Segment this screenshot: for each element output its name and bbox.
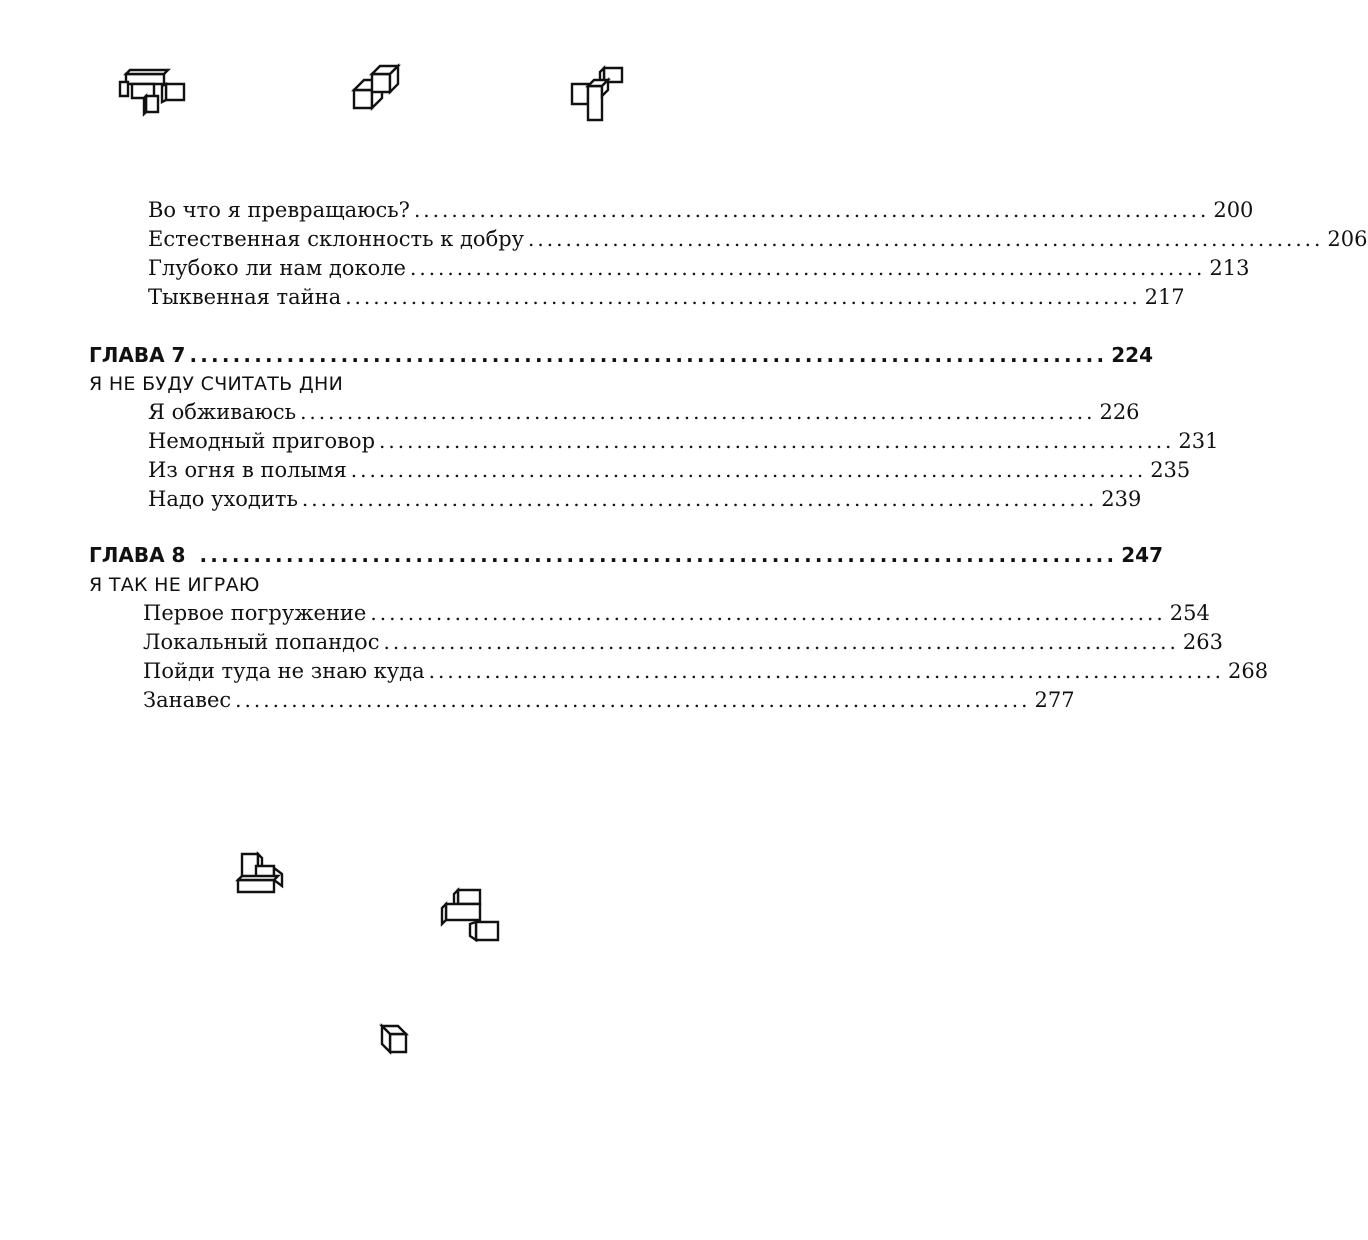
dot-leader: ..................................................................................... (345, 285, 1141, 309)
chapter-label: ГЛАВА 7 (89, 343, 186, 367)
toc-entry[interactable] (148, 225, 1368, 253)
entry-page: 200 (1213, 198, 1254, 222)
dot-leader: ..................................................................................... (300, 400, 1096, 424)
entry-page: 226 (1099, 400, 1140, 424)
entry-title: Пойди туда не знаю куда (143, 659, 425, 683)
chapter-heading[interactable] (89, 341, 1153, 369)
entry-page: 235 (1150, 458, 1191, 482)
toc-entry[interactable] (148, 456, 1191, 484)
cubes-icon (234, 850, 288, 898)
entry-title: Занавес (143, 688, 232, 712)
dot-leader: ..................................................................................... (199, 543, 1118, 567)
toc-entry[interactable] (148, 283, 1185, 311)
toc-entry[interactable] (143, 599, 1210, 627)
toc-entry[interactable] (143, 657, 1269, 685)
chapter-page: 224 (1111, 343, 1153, 367)
entry-title: Во что я превращаюсь? (148, 198, 410, 222)
chapter-subtitle: Я НЕ БУДУ СЧИТАТЬ ДНИ (89, 373, 344, 395)
entry-title: Немодный приговор (148, 429, 376, 453)
dot-leader: ..................................................................................... (235, 688, 1031, 712)
entry-title: Первое погружение (143, 601, 367, 625)
dot-leader: ..................................................................................... (301, 487, 1098, 511)
toc-entry[interactable] (148, 485, 1142, 513)
dot-leader: ..................................................................................... (428, 659, 1225, 683)
dot-leader: ..................................................................................... (528, 227, 1324, 251)
entry-page: 213 (1209, 256, 1250, 280)
cubes-icon (350, 62, 402, 112)
toc-entry[interactable] (143, 686, 1075, 714)
entry-page: 263 (1182, 630, 1223, 654)
toc-entry[interactable] (148, 196, 1254, 224)
dot-leader: ..................................................................................... (413, 198, 1210, 222)
cubes-icon (568, 64, 628, 124)
entry-page: 268 (1228, 659, 1269, 683)
entry-title: Надо уходить (148, 487, 298, 511)
entry-page: 254 (1169, 601, 1210, 625)
dot-leader: ..................................................................................... (383, 630, 1179, 654)
dot-leader: ..................................................................................... (350, 458, 1147, 482)
entry-page: 217 (1144, 285, 1185, 309)
entry-page: 206 (1327, 227, 1368, 251)
entry-page: 231 (1178, 429, 1219, 453)
entry-page: 277 (1034, 688, 1075, 712)
chapter-heading[interactable] (89, 541, 1163, 569)
toc-entry[interactable] (148, 254, 1250, 282)
entry-page: 239 (1101, 487, 1142, 511)
dot-leader: ..................................................................................... (409, 256, 1206, 280)
entry-title: Глубоко ли нам доколе (148, 256, 406, 280)
entry-title: Локальный попандос (143, 630, 380, 654)
toc-entry[interactable] (148, 398, 1140, 426)
dot-leader: ..................................................................................... (189, 343, 1108, 367)
toc-entry[interactable] (143, 628, 1223, 656)
dot-leader: ..................................................................................... (370, 601, 1166, 625)
entry-title: Я обживаюсь (148, 400, 297, 424)
cubes-icon (440, 886, 504, 944)
entry-title: Тыквенная тайна (148, 285, 342, 309)
chapter-label: ГЛАВА 8 (89, 543, 186, 567)
entry-title: Из огня в полымя (148, 458, 347, 482)
dot-leader: ..................................................................................... (379, 429, 1175, 453)
toc-entry[interactable] (148, 427, 1219, 455)
chapter-subtitle: Я ТАК НЕ ИГРАЮ (89, 574, 260, 596)
cubes-icon (118, 68, 190, 118)
chapter-page: 247 (1121, 543, 1163, 567)
cube-icon (378, 1022, 412, 1056)
entry-title: Естественная склонность к добру (148, 227, 525, 251)
